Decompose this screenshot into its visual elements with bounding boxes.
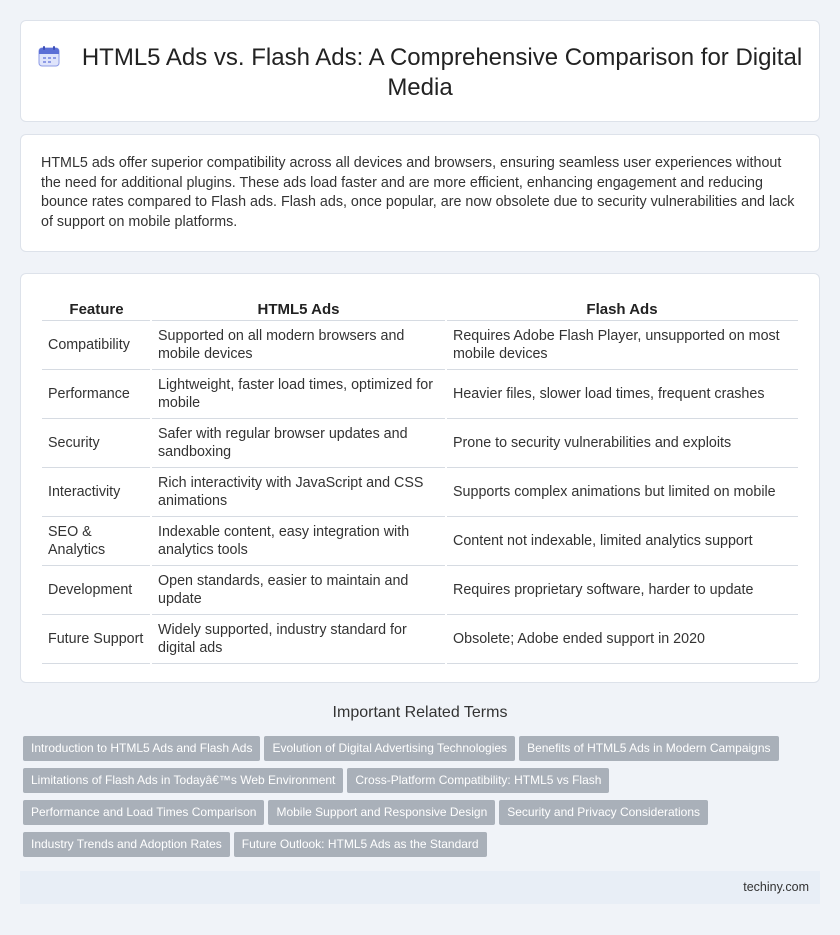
table-row [42,516,798,565]
feature-cell: Compatibility [42,320,151,369]
related-term-tag[interactable]: Limitations of Flash Ads in Todayâ€™s Web Environment [23,768,343,793]
footer [20,871,820,904]
related-terms-tags [23,736,803,864]
flash-cell: Supports complex animations but limited on mobile [446,467,798,516]
table-header-row [42,296,798,320]
flash-cell: Content not indexable, limited analytics support [446,516,798,565]
table-row [42,369,798,418]
related-term-tag[interactable]: Cross-Platform Compatibility: HTML5 vs Flash [347,768,609,793]
comparison-table-card [20,273,820,683]
table-row [42,614,798,663]
feature-cell: Interactivity [42,467,151,516]
related-term-tag[interactable]: Introduction to HTML5 Ads and Flash Ads [23,736,260,761]
flash-cell: Prone to security vulnerabilities and exploits [446,418,798,467]
html5-cell: Open standards, easier to maintain and update [151,565,446,614]
comparison-table [42,296,798,664]
related-term-tag[interactable]: Industry Trends and Adoption Rates [23,832,230,857]
related-terms-heading: Important Related Terms [332,704,508,721]
feature-cell: Development [42,565,151,614]
feature-cell: SEO & Analytics [42,516,151,565]
intro-paragraph: HTML5 ads offer superior compatibility across all devices and browsers, ensuring seamless user experiences without the need for additional plugins. These ads load faster and are more efficient, enhancing engagement and reducing bounce rates compared to Flash ads. Flash ads, once popular, are now obsolete due to security vulnerabilities and lack of support on mobile platforms. [41,155,795,230]
footer-brand[interactable]: techiny.com [743,880,809,894]
header-html5: HTML5 Ads [151,296,446,320]
related-term-tag[interactable]: Performance and Load Times Comparison [23,800,264,825]
html5-cell: Widely supported, industry standard for digital ads [151,614,446,663]
table-row [42,320,798,369]
html5-cell: Supported on all modern browsers and mobile devices [151,320,446,369]
table-row [42,467,798,516]
flash-cell: Heavier files, slower load times, frequent crashes [446,369,798,418]
feature-cell: Future Support [42,614,151,663]
related-term-tag[interactable]: Security and Privacy Considerations [499,800,708,825]
flash-cell: Requires proprietary software, harder to update [446,565,798,614]
html5-cell: Indexable content, easy integration with analytics tools [151,516,446,565]
related-term-tag[interactable]: Mobile Support and Responsive Design [268,800,495,825]
related-term-tag[interactable]: Benefits of HTML5 Ads in Modern Campaigns [519,736,778,761]
calendar-icon [38,45,60,67]
html5-cell: Safer with regular browser updates and sandboxing [151,418,446,467]
feature-cell: Security [42,418,151,467]
header-flash: Flash Ads [446,296,798,320]
related-term-tag[interactable]: Future Outlook: HTML5 Ads as the Standard [234,832,487,857]
html5-cell: Lightweight, faster load times, optimized for mobile [151,369,446,418]
title-card [20,20,820,122]
html5-cell: Rich interactivity with JavaScript and CSS animations [151,467,446,516]
header-feature: Feature [42,296,151,320]
feature-cell: Performance [42,369,151,418]
flash-cell: Obsolete; Adobe ended support in 2020 [446,614,798,663]
page-title: HTML5 Ads vs. Flash Ads: A Comprehensive Comparison for Digital Media [81,44,803,101]
flash-cell: Requires Adobe Flash Player, unsupported on most mobile devices [446,320,798,369]
related-term-tag[interactable]: Evolution of Digital Advertising Technologies [264,736,515,761]
intro-card [20,134,820,252]
table-row [42,565,798,614]
table-row [42,418,798,467]
page-title-row [21,43,819,103]
